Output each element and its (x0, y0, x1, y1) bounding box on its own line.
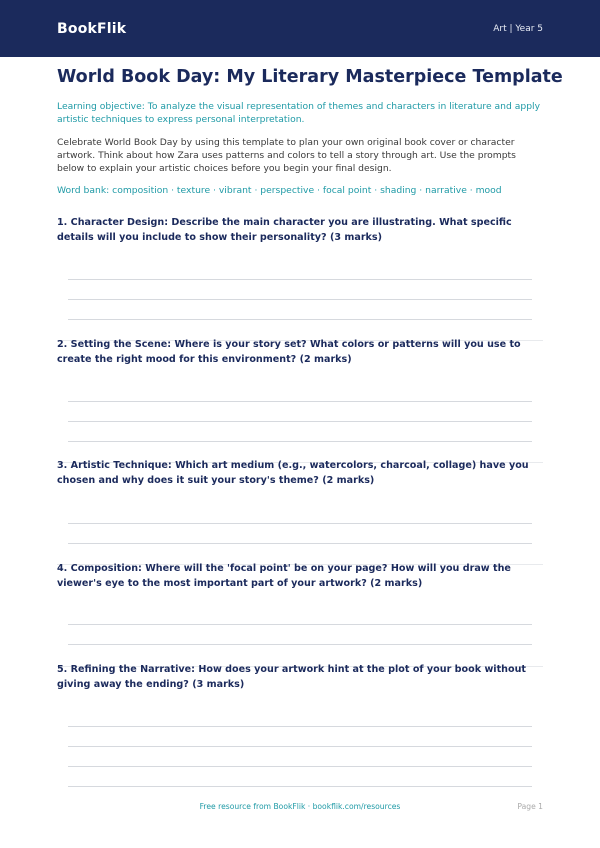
answer-line[interactable] (68, 746, 532, 747)
answer-line[interactable] (68, 299, 532, 300)
answer-line[interactable] (68, 279, 532, 280)
answer-line[interactable] (68, 523, 532, 524)
answer-line[interactable] (68, 421, 532, 422)
footer-resource-link[interactable]: Free resource from BookFlik · bookflik.com/resources (199, 802, 401, 811)
answer-line[interactable] (68, 766, 532, 767)
question-2: 2. Setting the Scene: Where is your story set? What colors or patterns will you use to create the right mood for this environment? (2 marks) (57, 339, 521, 365)
word-bank: Word bank: composition · texture · vibrant · perspective · focal point · shading · narrative · mood (57, 185, 502, 196)
answer-line[interactable] (68, 726, 532, 727)
brand-logo: BookFlik (57, 20, 127, 37)
question-5: 5. Refining the Narrative: How does your artwork hint at the plot of your book without giving away the ending? (3 marks) (57, 664, 527, 690)
answer-line[interactable] (68, 786, 532, 787)
answer-line[interactable] (68, 441, 532, 442)
question-3: 3. Artistic Technique: Which art medium (e.g., watercolors, charcoal, collage) have you chosen and why does it suit your story's theme? (2 marks) (57, 460, 529, 486)
page-title: World Book Day: My Literary Masterpiece Template (57, 67, 563, 87)
answer-line[interactable] (68, 644, 532, 645)
question-4: 4. Composition: Where will the 'focal point' be on your page? How will you draw the viewer's eye to the most important part of your artwork? (2 marks) (57, 563, 511, 589)
answer-line[interactable] (68, 401, 532, 402)
subject-year: Art | Year 5 (493, 23, 543, 34)
page-number: Page 1 (517, 802, 543, 811)
answer-line[interactable] (68, 543, 532, 544)
page-header (0, 0, 600, 57)
intro-section (57, 66, 563, 197)
intro-text: Celebrate World Book Day by using this template to plan your own original book cover or character artwork. Think about how Zara uses patterns and colors to tell a story through art. Use the prompts below to explain your artistic choices before you begin your final design. (57, 137, 516, 174)
learning-objective: Learning objective: To analyze the visual representation of themes and characters in literature and apply artistic techniques to express personal interpretation. (57, 101, 541, 125)
answer-line[interactable] (68, 319, 532, 320)
answer-line[interactable] (68, 624, 532, 625)
question-1: 1. Character Design: Describe the main character you are illustrating. What specific details will you include to show their personality? (3 marks) (57, 217, 512, 243)
